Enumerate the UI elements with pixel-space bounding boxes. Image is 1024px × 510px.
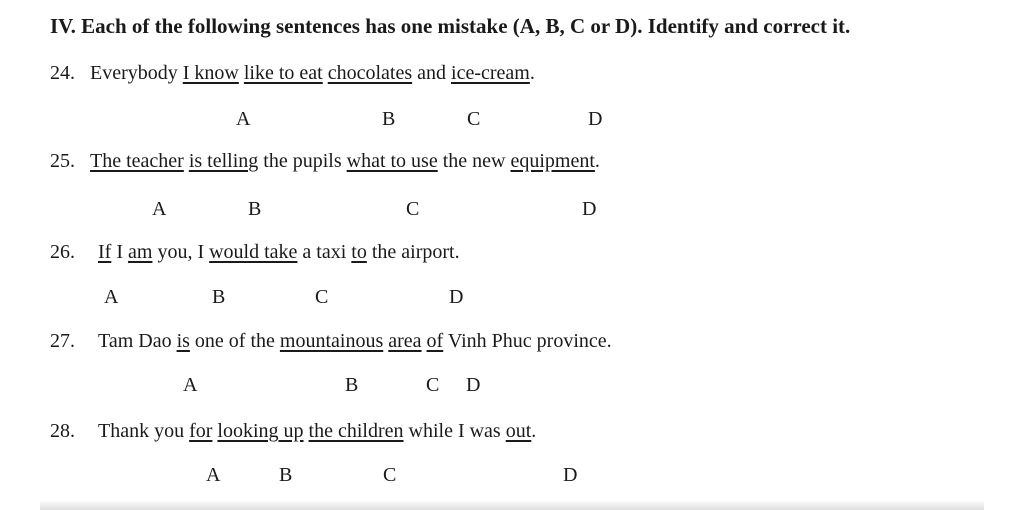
option-label-b: B	[279, 464, 293, 486]
underlined-part-c: chocolates	[327, 62, 413, 84]
exercise-instruction: IV. Each of the following sentences has one mistake (A, B, C or D). Identify and correct it.	[50, 14, 851, 38]
sentence-part: Tam Dao	[98, 330, 177, 352]
option-label-c: C	[315, 286, 329, 308]
option-label-a: A	[104, 286, 119, 308]
sentence-part: Thank you	[98, 420, 190, 442]
sentence-part: the new	[437, 150, 511, 172]
question-25-sentence: 25. The teacher is telling the pupils what to use the new equipment.	[50, 150, 600, 172]
option-label-c: C	[406, 198, 420, 220]
option-label-c: C	[426, 374, 440, 396]
sentence-part: one of the	[189, 330, 280, 352]
question-26-sentence	[50, 241, 460, 264]
option-label-d: D	[582, 198, 597, 220]
question-24-sentence: 24. Everybody I know like to eat chocolates and ice-cream.	[50, 62, 535, 84]
cut-off-text-edge	[40, 500, 984, 510]
underlined-part-a: If	[98, 241, 112, 263]
sentence-part: the airport.	[366, 241, 460, 263]
underlined-part-a: I know	[182, 62, 239, 84]
sentence-part: Everybody	[90, 62, 183, 84]
underlined-part-c: the children	[308, 420, 404, 442]
option-label-a: A	[183, 374, 198, 396]
sentence-part: a taxi	[297, 241, 352, 263]
underlined-part-c: would take	[209, 241, 298, 263]
question-27-sentence	[50, 330, 612, 353]
option-label-a: A	[206, 464, 221, 486]
underlined-part-c: what to use	[346, 150, 438, 172]
underlined-part-d: out	[505, 420, 532, 442]
option-label-d: D	[466, 374, 481, 396]
sentence-part: you, I	[152, 241, 210, 263]
underlined-part-b: like to eat	[243, 62, 323, 84]
sentence-part: and	[412, 62, 452, 84]
sentence-part: I	[111, 241, 128, 263]
underlined-part-b: is telling	[188, 150, 259, 172]
underlined-part-a: The teacher	[90, 150, 184, 172]
sentence-part: while I was	[403, 420, 506, 442]
option-label-b: B	[212, 286, 226, 308]
underlined-part-b: mountainous	[279, 330, 384, 352]
option-label-b: B	[248, 198, 262, 220]
underlined-part-b: am	[128, 241, 153, 263]
option-label-d: D	[449, 286, 464, 308]
sentence-part: Vinh Phuc province.	[443, 330, 612, 352]
option-label-c: C	[383, 464, 397, 486]
question-number: 27.	[50, 330, 75, 352]
option-label-b: B	[345, 374, 359, 396]
option-label-d: D	[588, 108, 603, 130]
underlined-part-b: looking up	[217, 420, 304, 442]
underlined-part-d: ice-cream	[451, 62, 530, 84]
underlined-part-c: area	[388, 330, 422, 352]
question-number: 24.	[50, 62, 75, 84]
option-label-a: A	[152, 198, 167, 220]
underlined-part-d: equipment	[510, 150, 595, 172]
option-label-b: B	[382, 108, 396, 130]
question-number: 26.	[50, 241, 75, 263]
sentence-part: the pupils	[258, 150, 347, 172]
option-label-a: A	[236, 108, 251, 130]
underlined-part-d: to	[351, 241, 367, 263]
question-28-sentence: 28. Thank you for looking up the children while I was out.	[50, 420, 537, 442]
underlined-part-d: of	[426, 330, 444, 352]
question-number: 28.	[50, 420, 75, 442]
option-label-d: D	[563, 464, 578, 486]
underlined-part-a: is	[176, 330, 190, 352]
option-label-c: C	[467, 108, 481, 130]
question-number: 25.	[50, 150, 75, 172]
underlined-part-a: for	[189, 420, 213, 442]
